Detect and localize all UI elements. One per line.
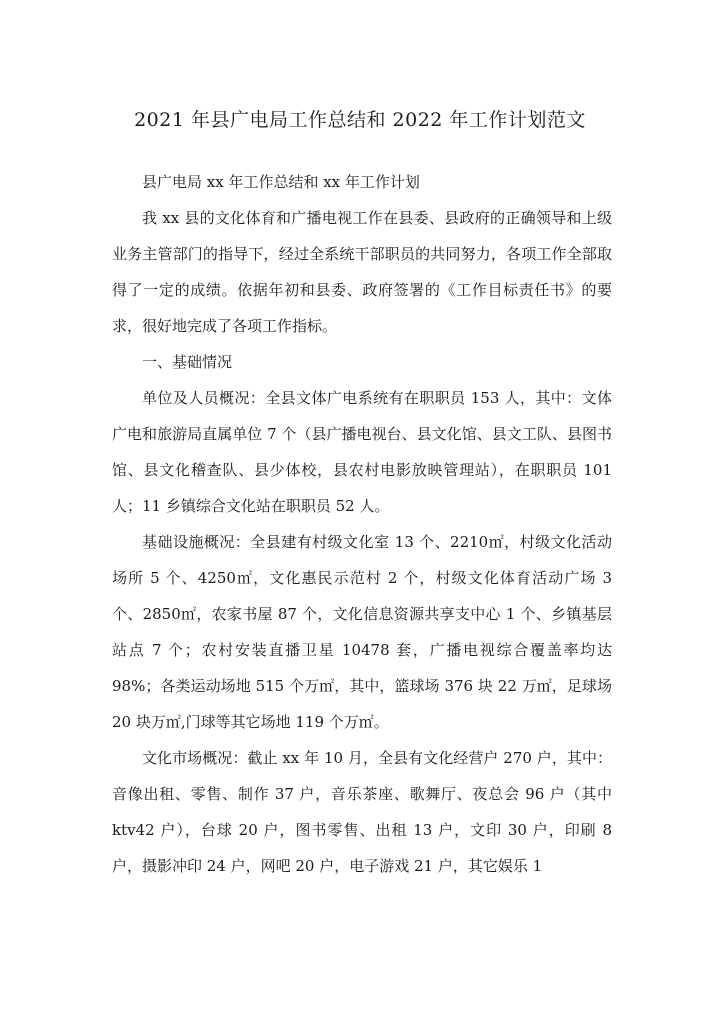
document-title: 2021 年县广电局工作总结和 2022 年工作计划范文: [134, 108, 586, 131]
paragraph-staff-overview: 单位及人员概况：全县文体广电系统有在职职员 153 人，其中：文体广电和旅游局直属单位 7 个（县广播电视台、县文化馆、县文工队、县图书馆、县文化稽查队、县少体校，县农村电影放映管理站），在职职员 101 人；11 乡镇综合文化站在职职员 52 人。: [112, 389, 612, 515]
paragraph-facilities-overview: 基础设施概况：全县建有村级文化室 13 个、2210㎡，村级文化活动场所 5 个、4250㎡，文化惠民示范村 2 个，村级文化体育活动广场 3 个、2850㎡，农家书屋 87 个，文化信息资源共享支中心 1 个、乡镇基层站点 7 个；农村安装直播卫星 10478 套，广播电视综合覆盖率均达 98%；各类运动场地 515 个万㎡，其中，篮球场 376 块 22 万㎡，足球场 20 块万㎡,门球等其它场地 119 个万㎡。: [112, 533, 612, 731]
section-heading-basics: 一、基础情况: [142, 353, 233, 371]
paragraph-subtitle: 县广电局 xx 年工作总结和 xx 年工作计划: [142, 173, 420, 191]
paragraph-market-overview: 文化市场概况：截止 xx 年 10 月，全县有文化经营户 270 户，其中：音像出租、零售、制作 37 户，音乐茶座、歌舞厅、夜总会 96 户（其中 ktv42 户），台球 20 户，图书零售、出租 13 户，文印 30 户，印刷 8 户，摄影冲印 24 户，网吧 20 户，电子游戏 21 户，其它娱乐 1: [112, 749, 612, 875]
paragraph-intro: 我 xx 县的文化体育和广播电视工作在县委、县政府的正确领导和上级业务主管部门的指导下，经过全系统干部职员的共同努力，各项工作全部取得了一定的成绩。依据年初和县委、政府签署的《工作目标责任书》的要求，很好地完成了各项工作指标。: [112, 209, 612, 335]
